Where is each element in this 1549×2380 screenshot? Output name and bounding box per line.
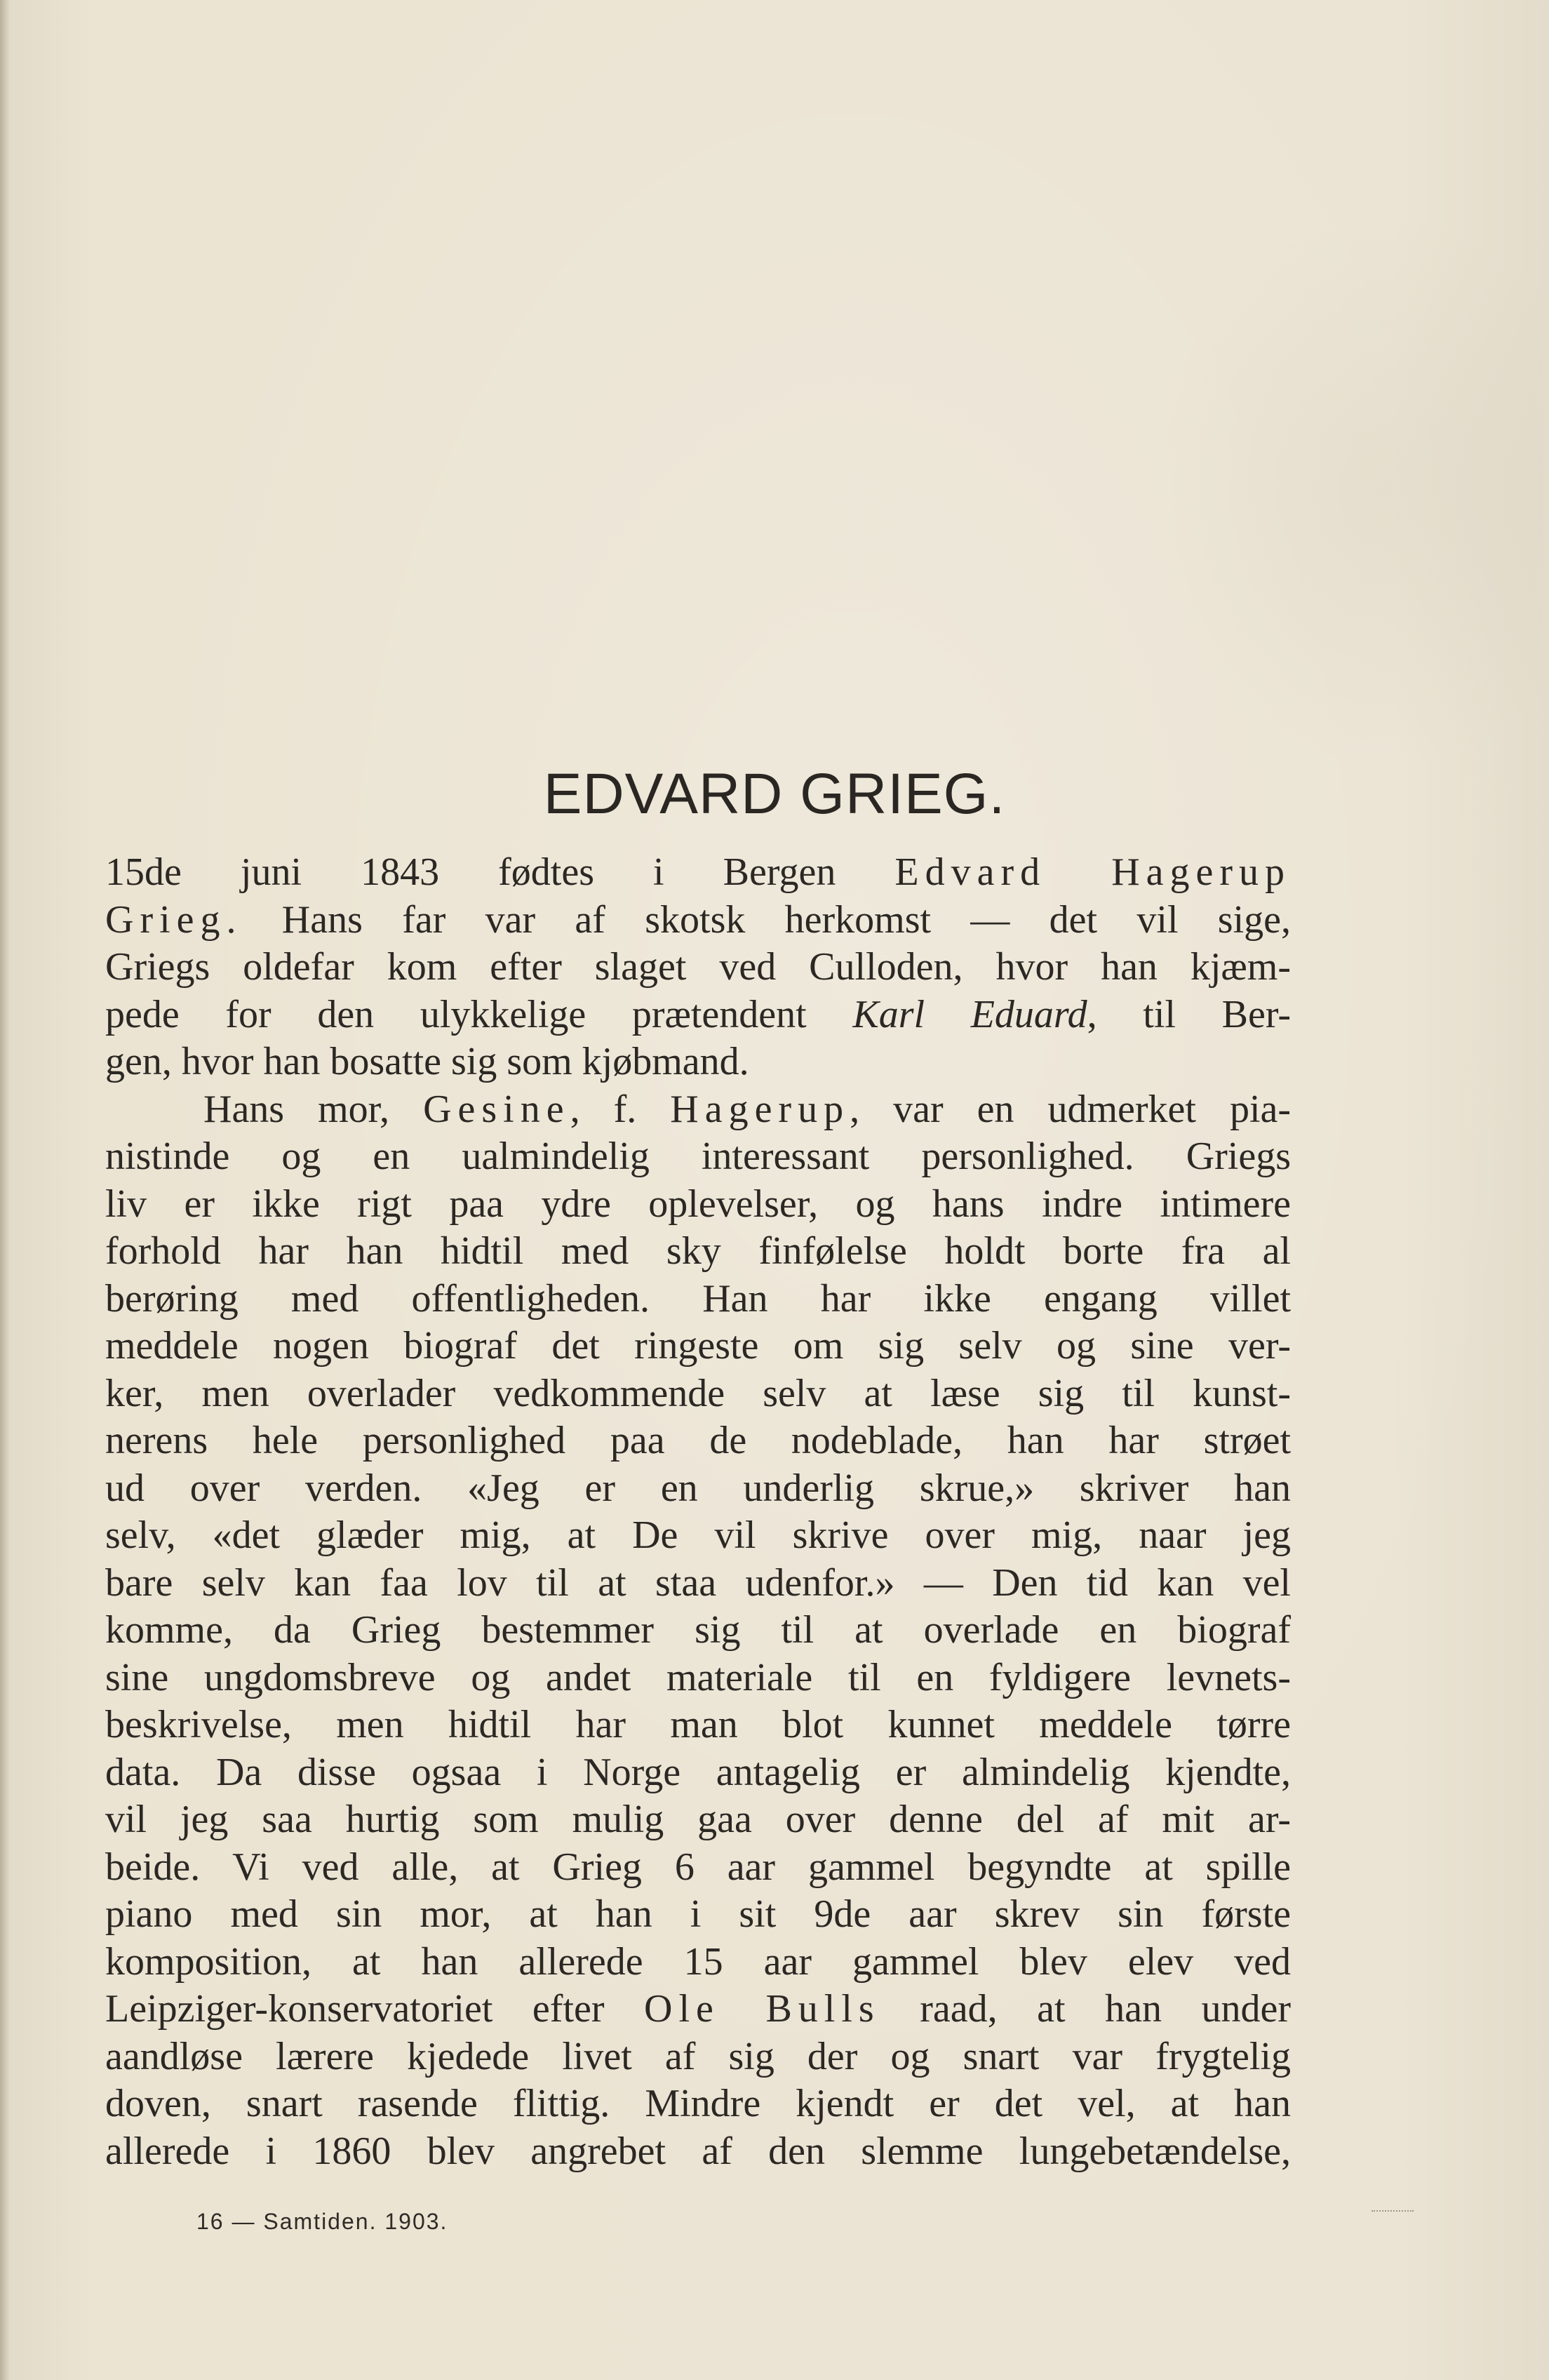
- text-run: Hans mor,: [203, 1087, 424, 1131]
- text-line: [105, 897, 1291, 944]
- text-run: gen, hvor han bosatte sig som kjøbmand.: [105, 1040, 749, 1083]
- text-line: [105, 1939, 1291, 1986]
- text-run: Leipziger-konservatoriet efter: [105, 1987, 645, 2031]
- text-run: Griegs oldefar kom efter slaget ved Culloden, hvor han kjæm-: [105, 945, 1291, 989]
- text-run: allerede i 1860 blev angrebet af den slemme lungebetændelse,: [105, 2129, 1291, 2173]
- text-line: [105, 1607, 1291, 1654]
- text-run: piano med sin mor, at han i sit 9de aar skrev sin første: [105, 1892, 1291, 1936]
- page-binding-edge: [0, 0, 10, 2380]
- text-run: beskrivelse, men hidtil har man blot kunnet meddele tørre: [105, 1703, 1291, 1746]
- text-line: [105, 1323, 1291, 1370]
- text-line: [105, 1276, 1291, 1323]
- text-run: raad, at han under: [880, 1987, 1291, 2031]
- text-run: , f.: [570, 1087, 671, 1131]
- text-run: nistinde og en ualmindelig interessant personlighed. Griegs: [105, 1135, 1291, 1178]
- text-line: [105, 944, 1291, 991]
- text-line: [105, 1844, 1291, 1892]
- text-line: [105, 1749, 1291, 1797]
- text-line: [105, 1086, 1291, 1134]
- text-run: Ole Bulls: [644, 1987, 880, 2031]
- text-line: [105, 1417, 1291, 1465]
- article-title: EDVARD GRIEG.: [543, 762, 1006, 826]
- text-line: [105, 1181, 1291, 1229]
- text-line: [105, 1133, 1291, 1181]
- text-line: [105, 1038, 1291, 1086]
- text-run: ud over verden. «Jeg er en underlig skrue,» skriver han: [105, 1466, 1291, 1510]
- text-run: Hagerup: [670, 1087, 850, 1131]
- text-line: [105, 991, 1291, 1039]
- text-line: [105, 2128, 1291, 2176]
- text-run: pede for den ulykkelige prætendent: [105, 992, 853, 1036]
- text-run: selv, «det glæder mig, at De vil skrive over mig, naar jeg: [105, 1513, 1291, 1557]
- page-footer-signature: 16 — Samtiden. 1903.: [196, 2209, 448, 2234]
- text-run: Karl Eduard: [852, 992, 1087, 1036]
- text-run: komme, da Grieg bestemmer sig til at overlade en biograf: [105, 1608, 1291, 1652]
- margin-mark: [1372, 2210, 1414, 2213]
- text-line: [105, 1891, 1291, 1939]
- text-run: nerens hele personlighed paa de nodeblade, han har strøet: [105, 1419, 1291, 1462]
- text-run: doven, snart rasende flittig. Mindre kjendt er det vel, at han: [105, 2082, 1291, 2125]
- text-line: [105, 1370, 1291, 1418]
- text-run: data. Da disse ogsaa i Norge antagelig er almindelig kjendte,: [105, 1750, 1291, 1794]
- text-line: [105, 849, 1291, 897]
- text-run: komposition, at han allerede 15 aar gammel blev elev ved: [105, 1939, 1291, 1984]
- text-run: 15de juni 1843 fødtes i Bergen: [105, 850, 895, 894]
- text-line: [105, 1702, 1291, 1749]
- text-run: meddele nogen biograf det ringeste om sig selv og sine ver-: [105, 1324, 1291, 1368]
- text-run: , var en udmerket pia-: [850, 1087, 1291, 1131]
- text-run: vil jeg saa hurtig som mulig gaa over denne del af mit ar-: [105, 1798, 1291, 1841]
- text-run: bare selv kan faa lov til at staa udenfor.» — Den tid kan vel: [105, 1560, 1291, 1605]
- text-run: berøring med offentligheden. Han har ikke engang villet: [105, 1276, 1291, 1321]
- text-run: forhold har han hidtil med sky finfølelse holdt borte fra al: [105, 1229, 1291, 1273]
- text-line: [105, 1228, 1291, 1276]
- text-line: [105, 1512, 1291, 1560]
- text-line: [105, 1986, 1291, 2033]
- text-line: [105, 1654, 1291, 1702]
- text-line: [105, 1560, 1291, 1607]
- text-run: beide. Vi ved alle, at Grieg 6 aar gammel begyndte at spille: [105, 1845, 1291, 1889]
- text-run: aandløse lærere kjedede livet af sig der og snart var frygtelig: [105, 2034, 1291, 2078]
- text-line: [105, 2080, 1291, 2128]
- text-run: Grieg.: [105, 897, 243, 942]
- text-run: , til Ber-: [1087, 992, 1291, 1036]
- show-through-stain: [1151, 210, 1543, 772]
- text-run: sine ungdomsbreve og andet materiale til en fyldigere levnets-: [105, 1655, 1291, 1699]
- text-run: Edvard Hagerup: [894, 850, 1291, 894]
- text-run: Gesine: [423, 1087, 570, 1131]
- text-line: [105, 1796, 1291, 1844]
- article-body: [105, 849, 1291, 2175]
- text-line: [105, 2033, 1291, 2081]
- text-run: liv er ikke rigt paa ydre oplevelser, og hans indre intimere: [105, 1182, 1291, 1226]
- text-run: Hans far var af skotsk herkomst — det vil sige,: [242, 897, 1291, 942]
- text-run: ker, men overlader vedkommende selv at læse sig til kunst-: [105, 1371, 1291, 1415]
- text-line: [105, 1465, 1291, 1513]
